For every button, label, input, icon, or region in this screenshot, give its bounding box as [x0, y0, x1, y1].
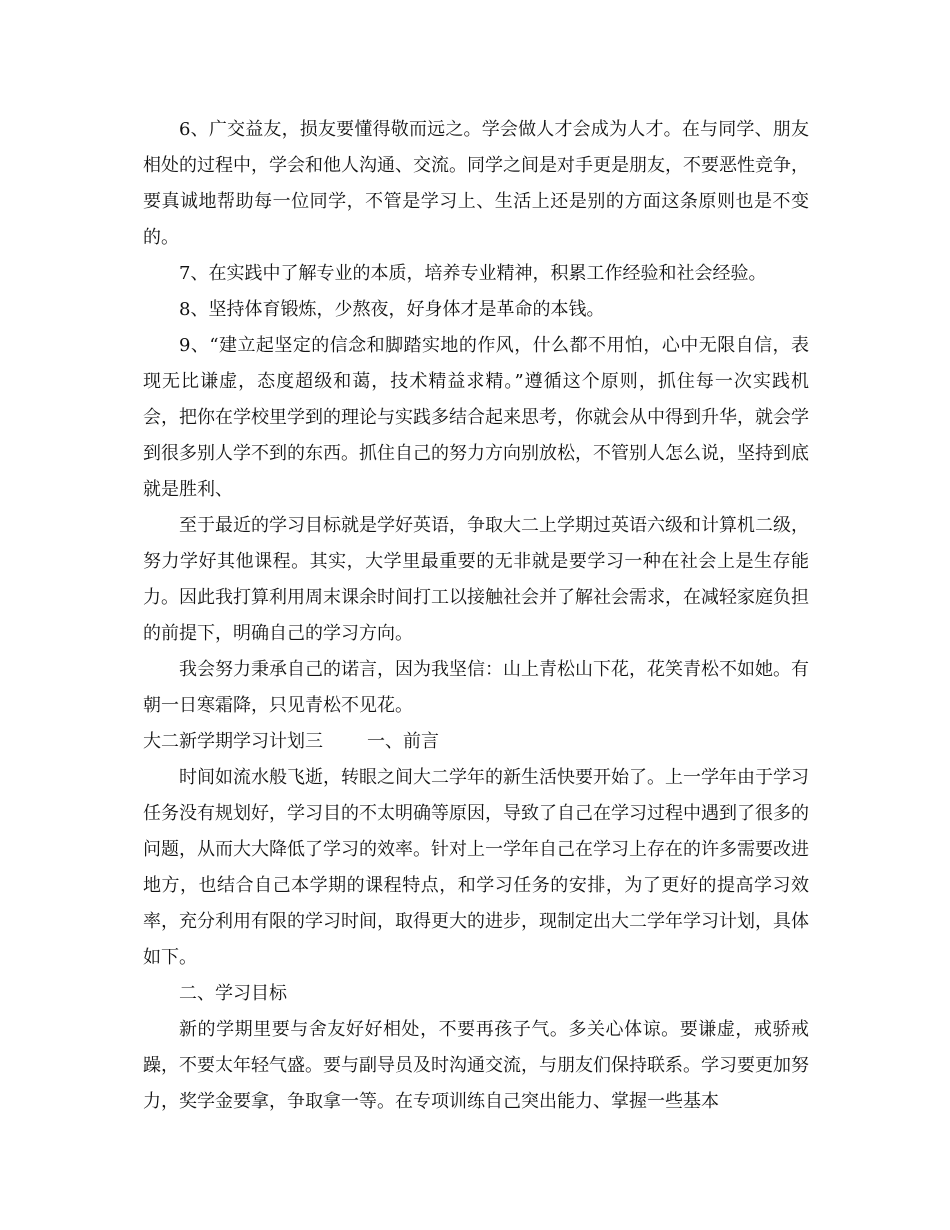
paragraph-learning-goal: 至于最近的学习目标就是学好英语，争取大二上学期过英语六级和计算机二级，努力学好其他课程。其实，大学里最重要的无非就是要学习一种在社会上是生存能力。因此我打算利用周末课余时间打工以接触社会并了解社会需求，在减轻家庭负担的前提下，明确自己的学习方向。 [143, 515, 809, 644]
paragraph-promise: 我会努力秉承自己的诺言，因为我坚信：山上青松山下花，花笑青松不如她。有朝一日寒霜降，只见青松不见花。 [143, 659, 809, 716]
section-subtitle: 一、前言 [367, 731, 439, 752]
section-title: 大二新学期学习计划三 [143, 731, 323, 752]
paragraph-item-6: 6、广交益友，损友要懂得敬而远之。学会做人才会成为人才。在与同学、朋友相处的过程中，学会和他人沟通、交流。同学之间是对手更是朋友，不要恶性竞争，要真诚地帮助每一位同学，不管是学习上、生活上还是别的方面这条原则也是不变的。 [143, 119, 809, 248]
document-body [143, 112, 809, 1120]
paragraph-item-8: 8、坚持体育锻炼，少熬夜，好身体才是革命的本钱。 [179, 299, 605, 320]
subheading-learning-goals: 二、学习目标 [179, 983, 287, 1004]
section-heading [143, 724, 809, 760]
paragraph-preface: 时间如流水般飞逝，转眼之间大二学年的新生活快要开始了。上一学年由于学习任务没有规划好，学习目的不太明确等原因，导致了自己在学习过程中遇到了很多的问题，从而大大降低了学习的效率。针对上一学年自己在学习上存在的许多需要改进地方，也结合自己本学期的课程特点，和学习任务的安排，为了更好的提高学习效率，充分利用有限的学习时间，取得更大的进步，现制定出大二学年学习计划，具体如下。 [143, 767, 809, 968]
paragraph-item-9: 9、“建立起坚定的信念和脚踏实地的作风，什么都不用怕，心中无限自信，表现无比谦虚，态度超级和蔼，技术精益求精。”遵循这个原则，抓住每一次实践机会，把你在学校里学到的理论与实践多结合起来思考，你就会从中得到升华，就会学到很多别人学不到的东西。抓住自己的努力方向别放松，不管别人怎么说，坚持到底就是胜利、 [143, 335, 809, 500]
paragraph-item-7: 7、在实践中了解专业的本质，培养专业精神，积累工作经验和社会经验。 [179, 263, 767, 284]
paragraph-semester-goals: 新的学期里要与舍友好好相处，不要再孩子气。多关心体谅。要谦虚，戒骄戒躁，不要太年轻气盛。要与副导员及时沟通交流，与朋友们保持联系。学习要更加努力，奖学金要拿，争取拿一等。在专项训练自己突出能力、掌握一些基本 [143, 1019, 809, 1112]
